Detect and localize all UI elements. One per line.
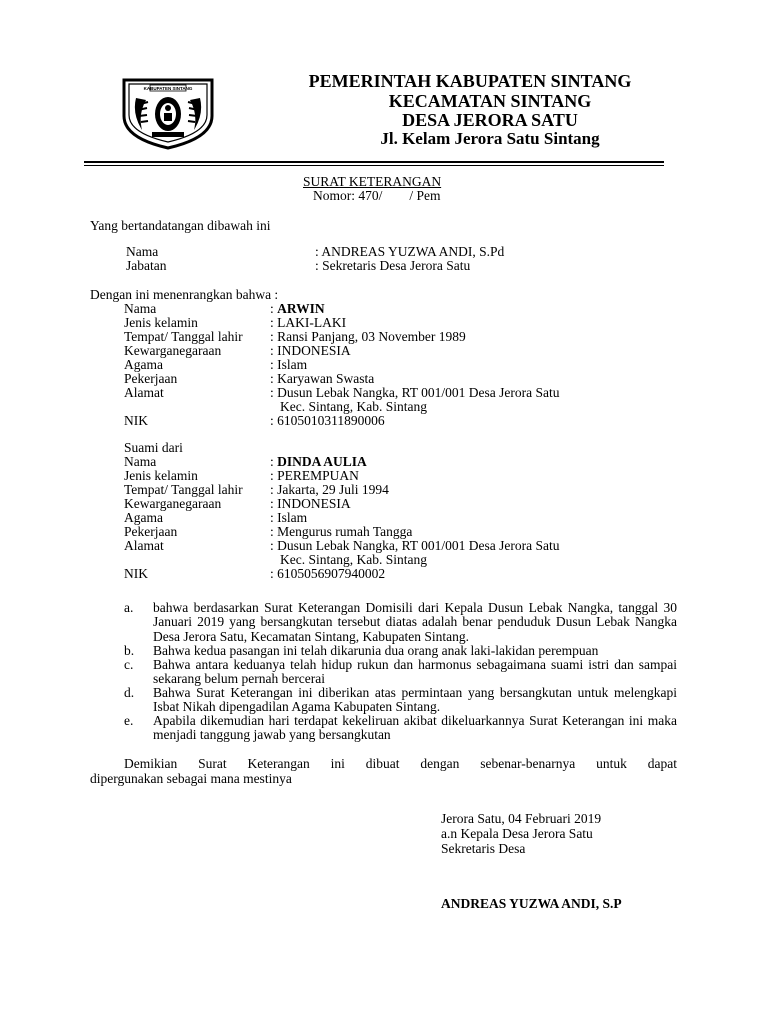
relation-text: Suami dari: [124, 440, 183, 455]
p2-religion-value: : Islam: [270, 510, 308, 525]
p1-religion-value: : Islam: [270, 357, 308, 372]
p1-occupation-value: : Karyawan Swasta: [270, 371, 375, 386]
p2-nik-label: NIK: [124, 566, 148, 581]
p2-occupation-label: Pekerjaan: [124, 524, 178, 539]
p2-gender-value: : PEREMPUAN: [270, 468, 359, 483]
p1-gender-value: : LAKI-LAKI: [270, 315, 347, 330]
header-divider-thick: [84, 161, 664, 163]
header-address-line: Jl. Kelam Jerora Satu Sintang: [380, 129, 600, 148]
p1-citizenship-label: Kewarganegaraan: [124, 343, 222, 358]
p2-name-colon: :: [270, 454, 274, 469]
declaration-text: Dengan ini menenrangkan bahwa :: [90, 287, 279, 302]
list-item-text: Bahwa kedua pasangan ini telah dikarunia dua orang anak laki-lakidan perempuan: [153, 643, 599, 658]
document-number: Nomor: 470/ / Pem: [313, 188, 441, 203]
signature-name: ANDREAS YUZWA ANDI, S.P: [441, 896, 622, 911]
p2-address-value-2: Kec. Sintang, Kab. Sintang: [280, 552, 427, 567]
p1-name-label: Nama: [124, 301, 157, 316]
intro-text: Yang bertandatangan dibawah ini: [90, 218, 271, 233]
list-item: [124, 644, 677, 658]
p2-citizenship-value: : INDONESIA: [270, 496, 351, 511]
header-village-line: DESA JERORA SATU: [402, 110, 578, 130]
p1-name-colon: :: [270, 301, 274, 316]
list-item-text: bahwa berdasarkan Surat Keterangan Domisili dari Kepala Dusun Lebak Nangka, tanggal 30 Januari 2019 yang bersangkutan tersebut diatas adalah benar penduduk Dusun Lebak Nangka Desa Jerora Satu, Kecamatan Sintang, Kabupaten Sintang.: [153, 600, 677, 644]
p1-address-value-2: Kec. Sintang, Kab. Sintang: [280, 399, 427, 414]
p1-name-bold: ARWIN: [277, 301, 325, 316]
signer-position-label: Jabatan: [126, 258, 167, 273]
p2-address-label: Alamat: [124, 538, 164, 553]
list-item: [124, 658, 677, 687]
list-item-label: b.: [124, 643, 135, 658]
list-item: [124, 601, 677, 645]
list-item: [124, 714, 677, 743]
p1-birth-label: Tempat/ Tanggal lahir: [124, 329, 243, 344]
p1-citizenship-value: : INDONESIA: [270, 343, 351, 358]
list-item-label: c.: [124, 657, 134, 672]
p2-name-value: [270, 455, 367, 469]
p2-religion-label: Agama: [124, 510, 163, 525]
p1-nik-label: NIK: [124, 413, 148, 428]
p2-address-value-1: : Dusun Lebak Nangka, RT 001/001 Desa Jerora Satu: [270, 538, 560, 553]
p2-birth-label: Tempat/ Tanggal lahir: [124, 482, 243, 497]
p2-birth-value: : Jakarta, 29 Juli 1994: [270, 482, 389, 497]
p2-nik-value: : 6105056907940002: [270, 566, 386, 581]
p1-nik-value: : 6105010311890006: [270, 413, 385, 428]
p1-gender-label: Jenis kelamin: [124, 315, 198, 330]
header-divider-thin: [84, 165, 664, 166]
document-title: SURAT KETERANGAN: [303, 174, 442, 189]
list-item-text: Apabila dikemudian hari terdapat kekeliruan akibat dikeluarkannya Surat Keterangan ini maka menjadi tanggung jawab yang bersangkutan: [153, 713, 677, 743]
regency-emblem-logo: [118, 76, 218, 150]
signature-place-date: Jerora Satu, 04 Februari 2019: [441, 811, 602, 826]
signer-name-value: : ANDREAS YUZWA ANDI, S.Pd: [315, 244, 505, 259]
p1-religion-label: Agama: [124, 357, 163, 372]
p2-gender-label: Jenis kelamin: [124, 468, 198, 483]
p1-name-value: [270, 302, 325, 316]
header-government-line: PEMERINTAH KABUPATEN SINTANG: [308, 71, 632, 91]
p2-occupation-value: : Mengurus rumah Tangga: [270, 524, 413, 539]
signer-name-label: Nama: [126, 244, 159, 259]
list-item-label: a.: [124, 600, 134, 615]
closing-line-1: Demikian Surat Keterangan ini dibuat dengan sebenar-benarnya untuk dapat: [124, 756, 677, 771]
list-item-label: d.: [124, 685, 135, 700]
signature-position: Sekretaris Desa: [441, 841, 526, 856]
p2-name-label: Nama: [124, 454, 157, 469]
list-item-label: e.: [124, 713, 134, 728]
p1-address-value-1: : Dusun Lebak Nangka, RT 001/001 Desa Jerora Satu: [270, 385, 560, 400]
p1-birth-value: : Ransi Panjang, 03 November 1989: [270, 329, 466, 344]
list-item-text: Bahwa Surat Keterangan ini diberikan atas permintaan yang bersangkutan untuk melengkapi Isbat Nikah dipengadilan Agama Kabupaten Sintang.: [153, 685, 677, 715]
list-item-text: Bahwa antara keduanya telah hidup rukun dan harmonus sebagaimana suami istri dan sampai sekarang belum pernah bercerai: [153, 657, 677, 687]
closing-line-2: dipergunakan sebagai mana mestinya: [90, 771, 292, 786]
list-item: [124, 686, 677, 715]
signature-on-behalf: a.n Kepala Desa Jerora Satu: [441, 826, 593, 841]
p1-address-label: Alamat: [124, 385, 164, 400]
signer-position-value: : Sekretaris Desa Jerora Satu: [315, 258, 471, 273]
p1-occupation-label: Pekerjaan: [124, 371, 178, 386]
header-district-line: KECAMATAN SINTANG: [388, 91, 592, 111]
p2-citizenship-label: Kewarganegaraan: [124, 496, 222, 511]
p2-name-bold: DINDA AULIA: [277, 454, 367, 469]
logo-caption: KABUPATEN SINTANG: [143, 86, 193, 91]
